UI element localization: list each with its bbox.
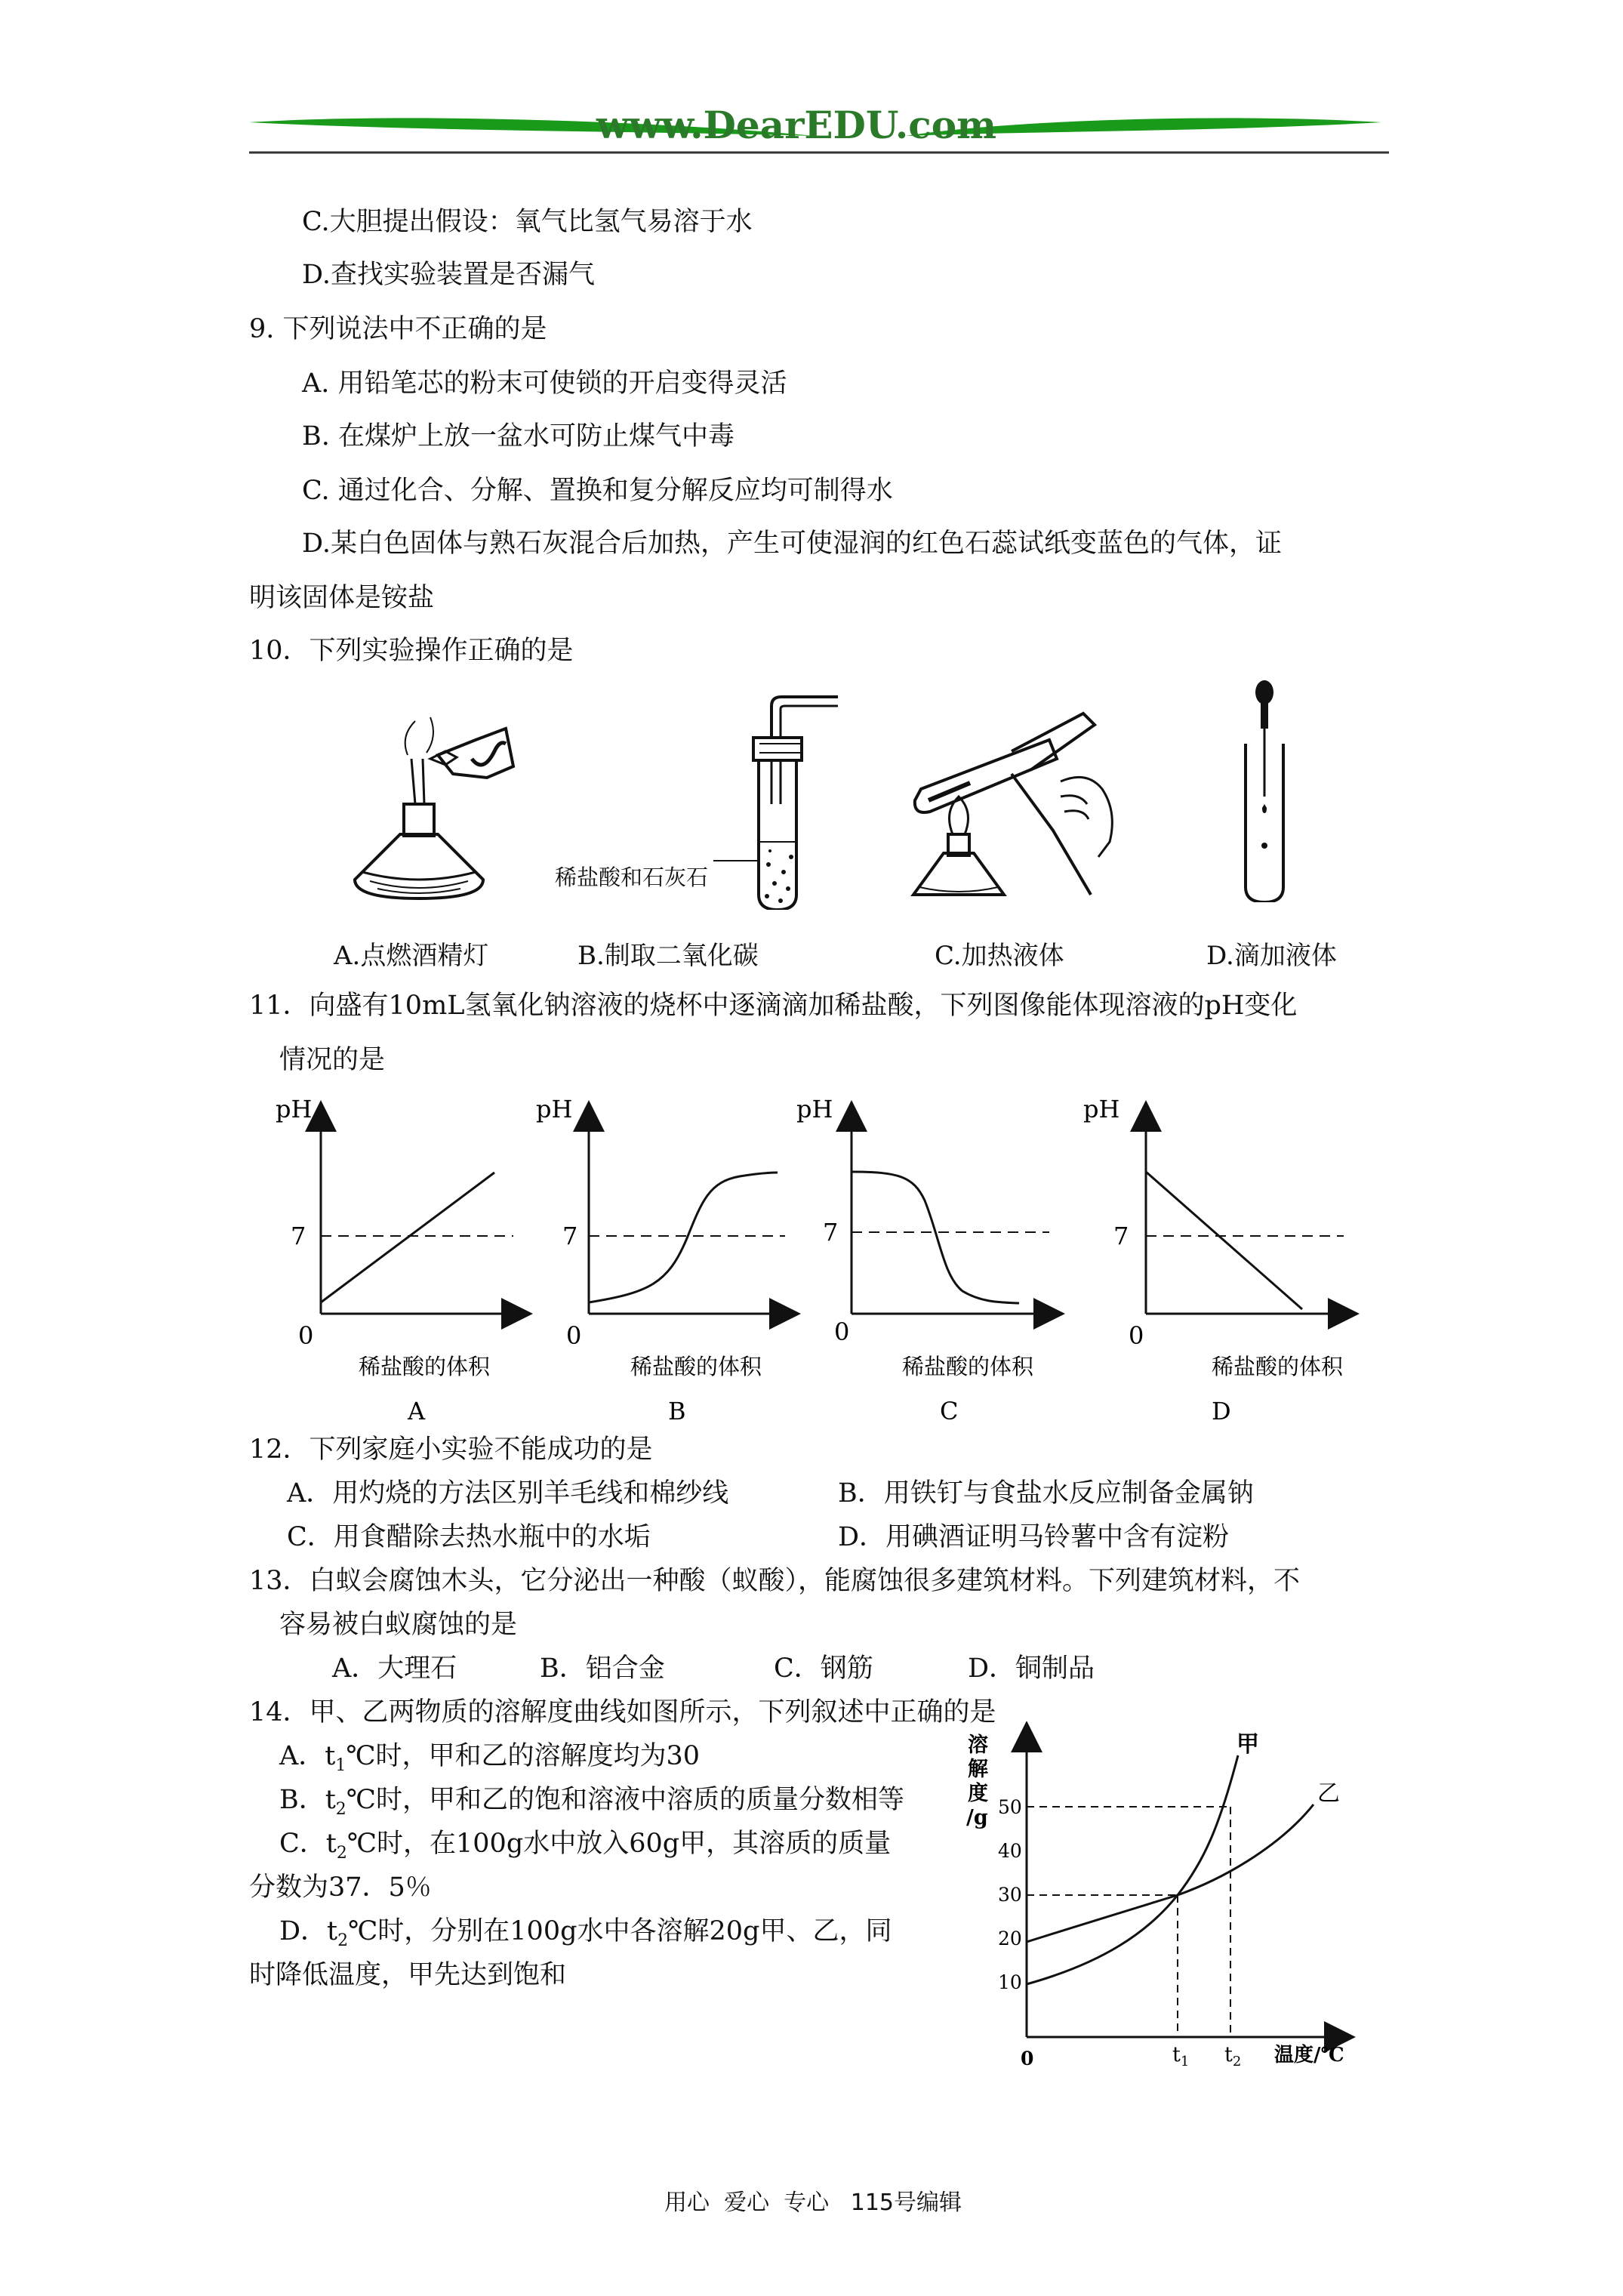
ph-graph-a-xlabel: 稀盐酸的体积 xyxy=(359,1354,491,1379)
site-logo-text: www.DearEDU.com xyxy=(596,103,997,147)
ph-graph-d-origin: 0 xyxy=(1129,1321,1144,1350)
ph-graph-d-letter: D xyxy=(1212,1397,1231,1425)
sol-ylabel-4: /g xyxy=(966,1806,988,1829)
ph-graph-a-tick: 7 xyxy=(291,1222,306,1250)
sol-ylabel-3: 度 xyxy=(968,1782,988,1805)
sol-ytick-40: 40 xyxy=(998,1840,1022,1862)
ph-graph-a-origin: 0 xyxy=(298,1321,314,1350)
q10-caption-b: B.制取二氧化碳 xyxy=(577,941,759,971)
q12-option-c: C．用食醋除去热水瓶中的水垢 xyxy=(287,1522,651,1552)
ph-graph-c-xlabel: 稀盐酸的体积 xyxy=(902,1354,1034,1379)
q8-option-c: C.大胆提出假设：氧气比氢气易溶于水 xyxy=(302,207,753,237)
figure-heating-liquid xyxy=(898,698,1132,902)
header-banner xyxy=(242,103,1389,166)
q13-option-d: D．铜制品 xyxy=(968,1653,1095,1684)
q9-option-a: A. 用铅笔芯的粉末可使锁的开启变得灵活 xyxy=(302,368,787,399)
ph-graph-c-origin: 0 xyxy=(834,1318,850,1346)
q11-stem-line1: 11．向盛有10mL氢氧化钠溶液的烧杯中逐滴滴加稀盐酸，下列图像能体现溶液的pH变化 xyxy=(249,991,1298,1021)
q14-option-d: D．$t_2℃$时，分别在100g水中各溶解20g甲、乙，同 xyxy=(279,1916,892,1950)
ph-graph-b xyxy=(536,1095,785,1425)
q10-tube-label: 稀盐酸和石灰石 xyxy=(555,864,709,890)
q14-option-a: A．$t_1℃$时，甲和乙的溶解度均为30 xyxy=(279,1741,701,1775)
ph-graph-a-letter: A xyxy=(408,1397,426,1425)
q9-option-c: C. 通过化合、分解、置换和复分解反应均可制得水 xyxy=(302,476,893,506)
q12-option-a: A．用灼烧的方法区别羊毛线和棉纱线 xyxy=(287,1478,729,1509)
q9-option-d-line2: 明该固体是铵盐 xyxy=(249,583,435,613)
q10-caption-d: D.滴加液体 xyxy=(1206,941,1337,971)
sol-series-yi: 乙 xyxy=(1317,1780,1340,1807)
sol-origin: 0 xyxy=(1021,2048,1034,2069)
ph-graph-b-letter: B xyxy=(668,1397,686,1425)
solubility-chart xyxy=(959,1721,1366,2069)
tube-label-pointer xyxy=(713,853,774,868)
q14-option-b: B．$t_2℃$时，甲和乙的饱和溶液中溶质的质量分数相等 xyxy=(279,1785,904,1819)
figure-co2-test-tube xyxy=(725,691,853,910)
ph-graph-c-letter: C xyxy=(940,1397,959,1425)
sol-xtick-t1: $t_1$ xyxy=(1172,2043,1190,2069)
ph-graph-a-ylabel: pH xyxy=(276,1095,313,1123)
q11-stem-line2: 情况的是 xyxy=(279,1045,386,1075)
ph-graph-c-ylabel: pH xyxy=(796,1095,833,1123)
q12-option-b: B．用铁钉与食盐水反应制备金属钠 xyxy=(838,1478,1254,1509)
sol-ytick-50: 50 xyxy=(998,1796,1022,1818)
q10-caption-a: A.点燃酒精灯 xyxy=(334,941,489,971)
sol-ylabel-2: 解 xyxy=(968,1758,988,1781)
sol-ytick-20: 20 xyxy=(998,1928,1022,1949)
q10-caption-c: C.加热液体 xyxy=(935,941,1064,971)
ph-graphs xyxy=(257,1087,1374,1442)
q8-option-d: D.查找实验装置是否漏气 xyxy=(302,260,595,290)
sol-xlabel: 温度/℃ xyxy=(1274,2044,1344,2066)
q10-stem: 10．下列实验操作正确的是 xyxy=(249,636,574,666)
sol-ytick-10: 10 xyxy=(998,1971,1022,1993)
sol-ytick-30: 30 xyxy=(998,1884,1022,1906)
q13-option-a: A．大理石 xyxy=(332,1653,457,1684)
q13-option-c: C．钢筋 xyxy=(774,1653,873,1684)
sol-ylabel-1: 溶 xyxy=(968,1734,988,1757)
ph-graph-b-tick: 7 xyxy=(562,1222,578,1250)
ph-graph-a xyxy=(276,1095,517,1425)
ph-graph-d xyxy=(1083,1095,1344,1425)
figure-dropper-tube xyxy=(1230,676,1298,902)
ph-graph-b-origin: 0 xyxy=(566,1321,582,1350)
q9-stem: 9. 下列说法中不正确的是 xyxy=(249,314,547,344)
q9-option-d-line1: D.某白色固体与熟石灰混合后加热，产生可使湿润的红色石蕊试纸变蓝色的气体，证 xyxy=(302,529,1282,559)
sol-series-jia: 甲 xyxy=(1236,1731,1259,1758)
ph-graph-b-ylabel: pH xyxy=(536,1095,573,1123)
ph-graph-d-xlabel: 稀盐酸的体积 xyxy=(1212,1354,1344,1379)
q12-option-d: D．用碘酒证明马铃薯中含有淀粉 xyxy=(838,1522,1230,1552)
ph-graph-c-tick: 7 xyxy=(823,1218,839,1247)
sol-xtick-t2: $t_2$ xyxy=(1224,2043,1242,2069)
figure-alcohol-lamp xyxy=(325,683,521,902)
q13-stem-line2: 容易被白蚁腐蚀的是 xyxy=(279,1610,518,1640)
q14-option-d-line2: 时降低温度，甲先达到饱和 xyxy=(249,1960,567,1990)
q12-stem: 12．下列家庭小实验不能成功的是 xyxy=(249,1435,653,1465)
page-footer: 用心 爱心 专心 115号编辑 xyxy=(664,2190,962,2216)
ph-graph-d-ylabel: pH xyxy=(1083,1095,1120,1123)
q9-option-b: B. 在煤炉上放一盆水可防止煤气中毒 xyxy=(302,421,735,451)
q13-option-b: B．铝合金 xyxy=(540,1653,665,1684)
ph-graph-c xyxy=(796,1095,1049,1425)
ph-graph-d-tick: 7 xyxy=(1113,1222,1129,1250)
q13-stem-line1: 13．白蚁会腐蚀木头，它分泌出一种酸（蚁酸），能腐蚀很多建筑材料。下列建筑材料，不 xyxy=(249,1566,1301,1596)
q14-option-c: C．$t_2℃$时，在100g水中放入60g甲，其溶质的质量 xyxy=(279,1829,892,1863)
ph-graph-b-xlabel: 稀盐酸的体积 xyxy=(630,1354,762,1379)
q14-option-c-line2: 分数为37．5％ xyxy=(249,1872,432,1903)
q14-stem: 14．甲、乙两物质的溶解度曲线如图所示，下列叙述中正确的是 xyxy=(249,1697,996,1727)
